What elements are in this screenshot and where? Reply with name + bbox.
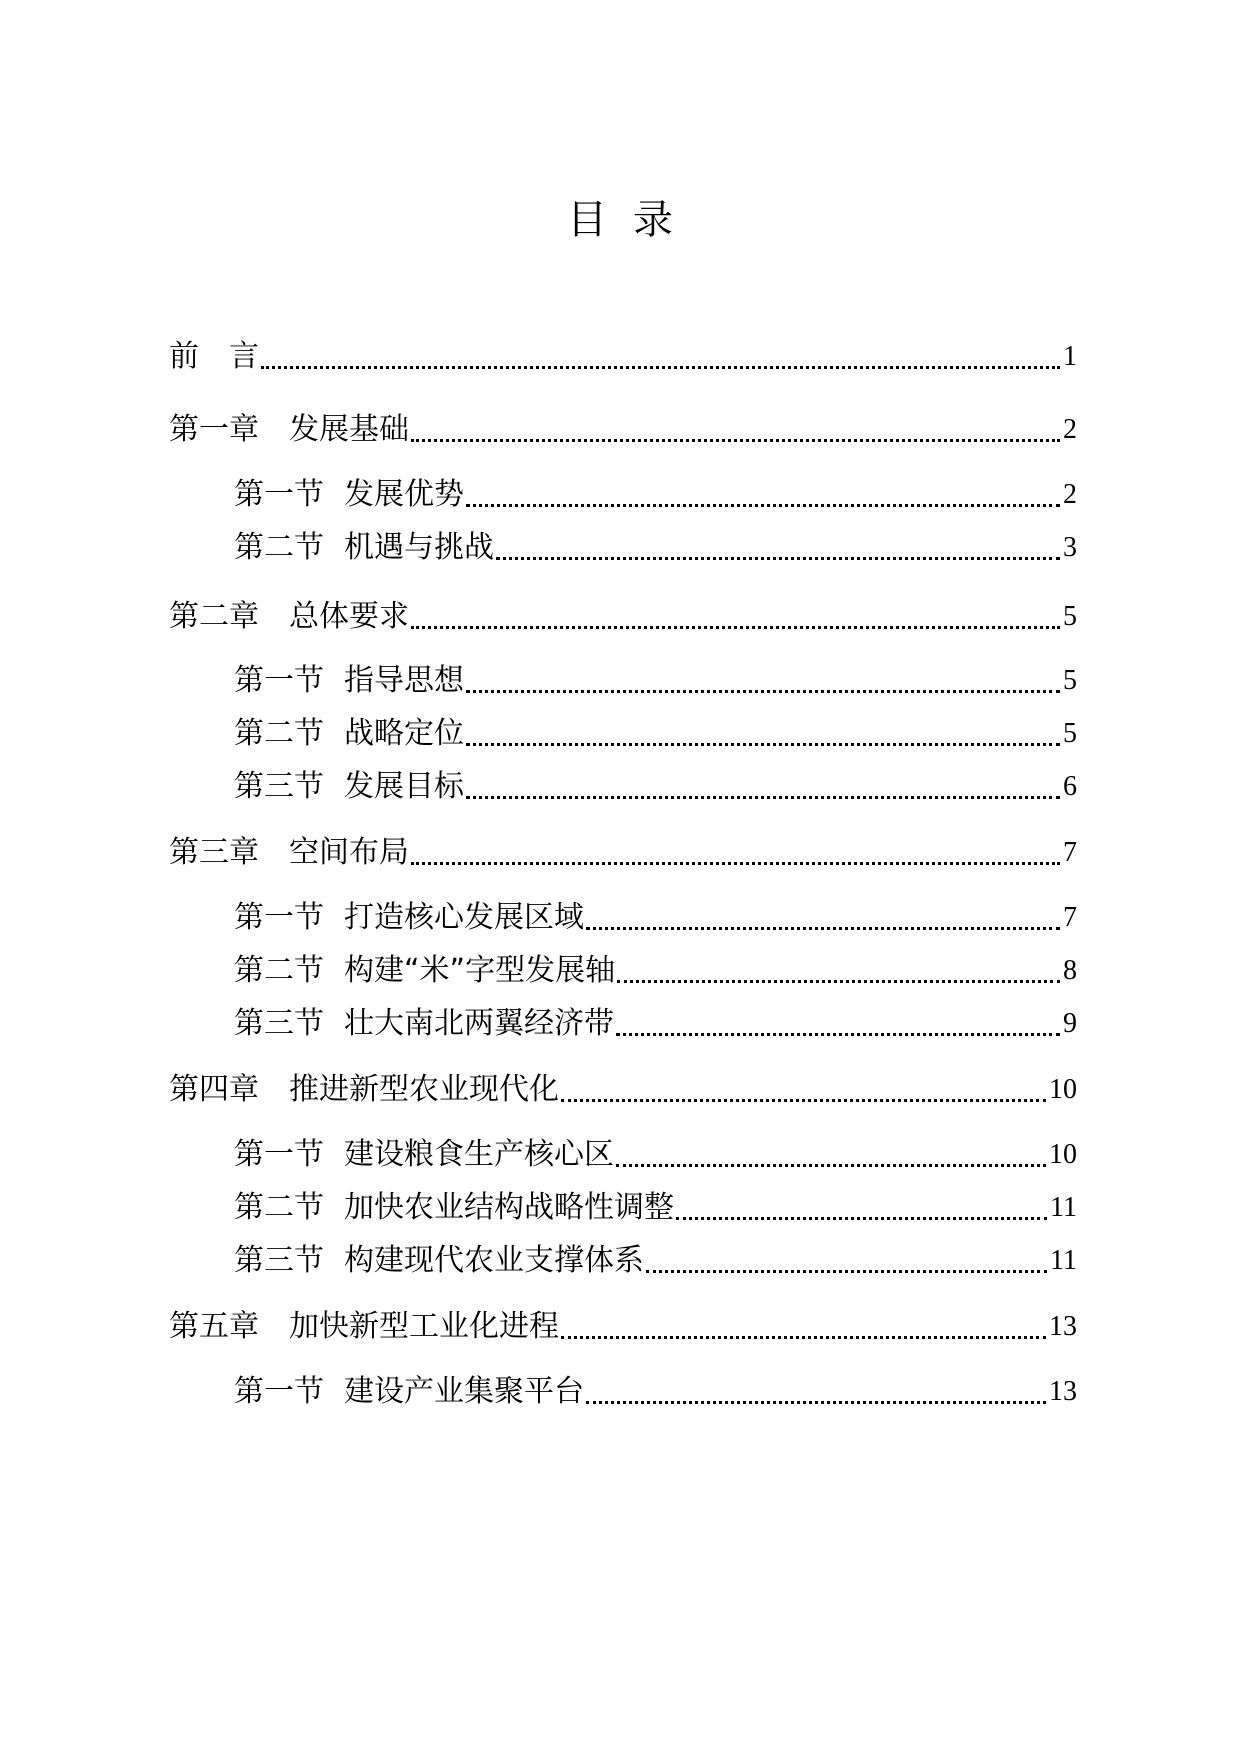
toc-entry-section[interactable]: [234, 1135, 1077, 1175]
entry-label: [169, 1070, 559, 1110]
entry-label: [169, 597, 409, 637]
section-number: 第二节: [234, 953, 324, 988]
entry-label: [234, 714, 464, 754]
section-title: 加快农业结构战略性调整: [344, 1190, 674, 1225]
chapter-number: 第四章: [169, 1072, 259, 1107]
dot-leader: [617, 956, 1060, 983]
page-number: 2: [1063, 479, 1077, 510]
section-number: 第一节: [234, 1374, 324, 1409]
section-title: 建设产业集聚平台: [344, 1374, 584, 1409]
entry-label: [234, 1372, 584, 1412]
section-number: 第一节: [234, 1137, 324, 1172]
dot-leader: [496, 533, 1060, 560]
section-title: 指导思想: [344, 663, 464, 698]
dot-leader: [616, 1009, 1060, 1036]
section-title: 建设粮食生产核心区: [344, 1137, 614, 1172]
page-number: 8: [1063, 955, 1077, 986]
toc-entry-section[interactable]: [234, 661, 1077, 701]
page-number: 10: [1049, 1074, 1077, 1105]
dot-leader: [586, 903, 1060, 930]
entry-label: [234, 661, 464, 701]
section-title: 发展优势: [344, 477, 464, 512]
dot-leader: [676, 1193, 1047, 1220]
section-number: 第一节: [234, 477, 324, 512]
dot-leader: [466, 480, 1060, 507]
toc-entry-section[interactable]: [234, 1004, 1077, 1044]
toc-entry-section[interactable]: [234, 714, 1077, 754]
dot-leader: [466, 772, 1060, 799]
toc-title-char: 目: [567, 197, 607, 243]
section-title: 构建“米”字型发展轴: [344, 953, 616, 988]
section-title: 构建现代农业支撑体系: [344, 1243, 644, 1278]
toc-entry-section[interactable]: [234, 767, 1077, 807]
toc-entry-chapter[interactable]: [169, 1070, 1077, 1110]
entry-label: [169, 1307, 559, 1347]
toc-entry-section[interactable]: [234, 528, 1077, 568]
section-number: 第二节: [234, 1190, 324, 1225]
dot-leader: [466, 719, 1060, 746]
toc-entry-section[interactable]: [234, 1188, 1077, 1228]
entry-label: [169, 833, 409, 873]
entry-label: [234, 1135, 614, 1175]
chapter-title: 发展基础: [289, 412, 409, 447]
page-number: 11: [1050, 1192, 1077, 1223]
entry-label: [234, 475, 464, 515]
chapter-title: 加快新型工业化进程: [289, 1309, 559, 1344]
page-number: 5: [1063, 601, 1077, 632]
page-number: 11: [1050, 1245, 1077, 1276]
toc-entry-section[interactable]: [234, 898, 1077, 938]
page-number: 13: [1049, 1311, 1077, 1342]
entry-label: [234, 1004, 614, 1044]
dot-leader: [411, 415, 1060, 442]
page-number: 9: [1063, 1008, 1077, 1039]
section-title: 战略定位: [344, 716, 464, 751]
dot-leader: [616, 1140, 1046, 1167]
section-number: 第三节: [234, 769, 324, 804]
page-number: 6: [1063, 771, 1077, 802]
dot-leader: [586, 1377, 1046, 1404]
dot-leader: [411, 838, 1060, 865]
toc-entry-section[interactable]: [234, 951, 1077, 991]
page-number: 2: [1063, 414, 1077, 445]
entry-label: [234, 898, 584, 938]
section-title: 打造核心发展区域: [344, 900, 584, 935]
toc-entry-chapter[interactable]: [169, 410, 1077, 450]
section-number: 第二节: [234, 530, 324, 565]
page-number: 1: [1063, 341, 1077, 372]
entry-label: [234, 528, 494, 568]
section-number: 第二节: [234, 716, 324, 751]
section-title: 机遇与挑战: [344, 530, 494, 565]
chapter-title: 空间布局: [289, 835, 409, 870]
chapter-number: 第一章: [169, 412, 259, 447]
page-number: 7: [1063, 837, 1077, 868]
entry-label: [169, 410, 409, 450]
chapter-number: 第二章: [169, 599, 259, 634]
page-number: 3: [1063, 532, 1077, 563]
toc-entry-chapter[interactable]: [169, 597, 1077, 637]
toc-entry-section[interactable]: [234, 1241, 1077, 1281]
toc-entry-chapter[interactable]: [169, 1307, 1077, 1347]
section-number: 第一节: [234, 900, 324, 935]
toc-title-char: 录: [633, 197, 673, 243]
entry-label: [169, 337, 259, 377]
chapter-number: 第五章: [169, 1309, 259, 1344]
toc-entry-section[interactable]: [234, 475, 1077, 515]
dot-leader: [261, 342, 1060, 369]
chapter-title: 总体要求: [289, 599, 409, 634]
chapter-number: 第三章: [169, 835, 259, 870]
entry-label: [234, 767, 464, 807]
dot-leader: [646, 1246, 1047, 1273]
entry-label-char: 前: [169, 339, 199, 374]
page-number: 10: [1049, 1139, 1077, 1170]
section-number: 第三节: [234, 1243, 324, 1278]
entry-label: [234, 1241, 644, 1281]
toc-title: [0, 197, 1240, 243]
entry-label: [234, 951, 615, 991]
toc-entry-chapter[interactable]: [169, 833, 1077, 873]
entry-label-char: 言: [229, 339, 259, 374]
section-title: 发展目标: [344, 769, 464, 804]
toc-entry-section[interactable]: [234, 1372, 1077, 1412]
section-title: 壮大南北两翼经济带: [344, 1006, 614, 1041]
section-number: 第一节: [234, 663, 324, 698]
page-number: 7: [1063, 902, 1077, 933]
entry-label: [234, 1188, 674, 1228]
dot-leader: [561, 1075, 1046, 1102]
section-number: 第三节: [234, 1006, 324, 1041]
toc-entry-preface[interactable]: [169, 337, 1077, 377]
page-number: 13: [1049, 1376, 1077, 1407]
dot-leader: [411, 602, 1060, 629]
dot-leader: [466, 666, 1060, 693]
page-number: 5: [1063, 665, 1077, 696]
chapter-title: 推进新型农业现代化: [289, 1072, 559, 1107]
page-number: 5: [1063, 718, 1077, 749]
dot-leader: [561, 1312, 1046, 1339]
